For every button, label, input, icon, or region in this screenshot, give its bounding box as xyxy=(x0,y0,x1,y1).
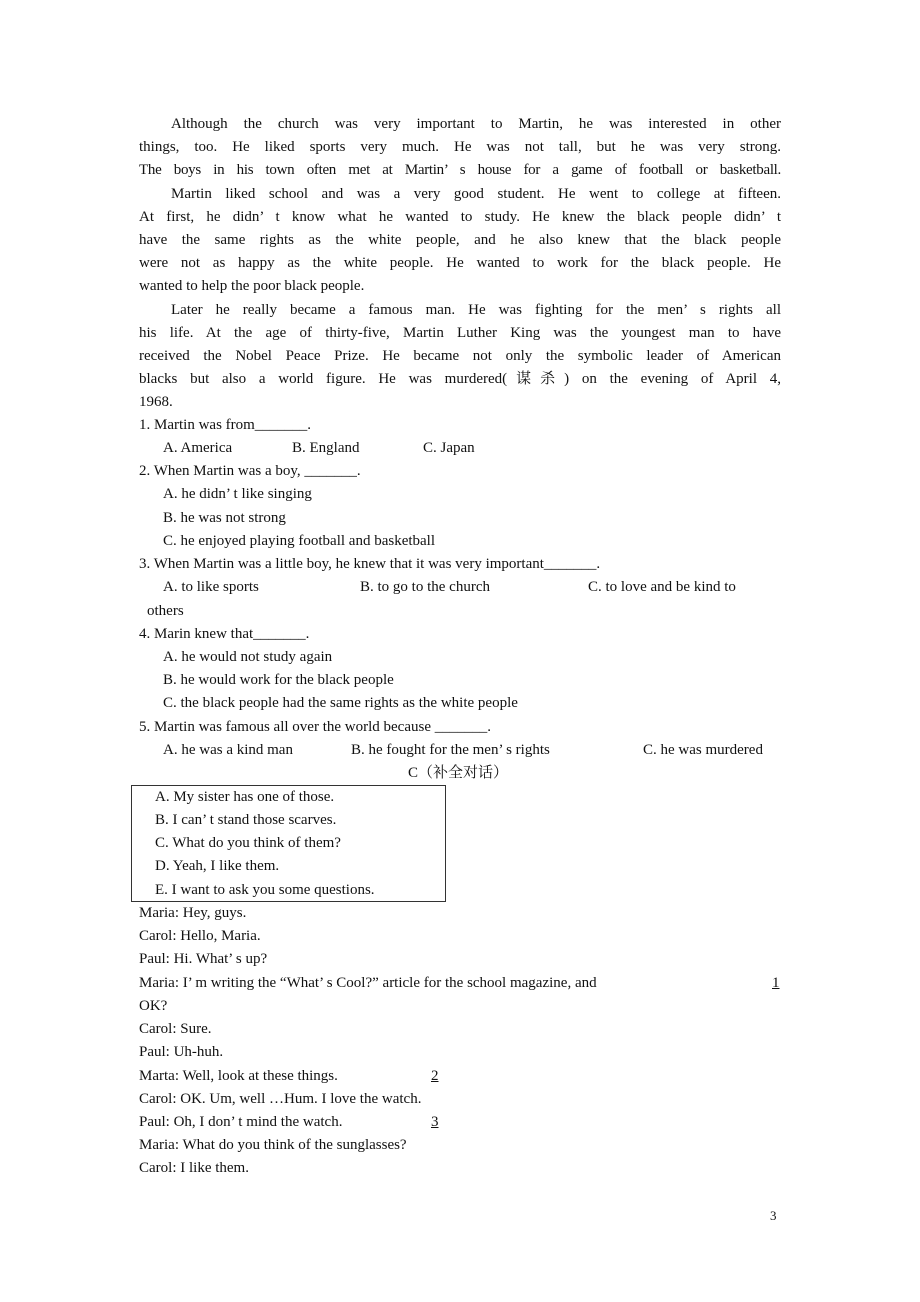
passage-line: blacks but also a world figure. He was murdered(谋杀) on the evening of April 4, xyxy=(139,371,781,387)
passage-line: have the same rights as the white people, and he also knew that the black people xyxy=(139,232,781,248)
blank-3: 3 xyxy=(431,1114,439,1130)
option: A. he didn’ t like singing xyxy=(163,486,312,502)
dialogue-line: Maria: I’ m writing the “What’ s Cool?” article for the school magazine, and xyxy=(139,975,597,991)
dialogue-line: Carol: I like them. xyxy=(139,1160,249,1176)
option: B. he fought for the men’ s rights xyxy=(351,742,550,758)
option: C. to love and be kind to xyxy=(588,579,736,595)
blank-2: 2 xyxy=(431,1068,439,1084)
passage-line: wanted to help the poor black people. xyxy=(139,278,365,294)
option: B. to go to the church xyxy=(360,579,490,595)
passage-line: Although the church was very important to Martin, he was interested in other xyxy=(171,116,781,132)
section-title: C（补全对话） xyxy=(408,765,509,781)
passage-line: things, too. He liked sports very much. He was not tall, but he was very strong. xyxy=(139,139,781,155)
page-number: 3 xyxy=(770,1208,777,1223)
box-option: B. I can’ t stand those scarves. xyxy=(155,812,337,828)
dialogue-line: OK? xyxy=(139,998,168,1014)
passage-line: Later he really became a famous man. He was fighting for the men’ s rights all xyxy=(171,302,781,318)
option: A. he would not study again xyxy=(163,649,333,665)
option: A. to like sports xyxy=(163,579,259,595)
passage-line: received the Nobel Peace Prize. He became not only the symbolic leader of American xyxy=(139,348,781,364)
option: C. he enjoyed playing football and basketball xyxy=(163,533,436,549)
option: C. the black people had the same rights as the white people xyxy=(163,695,518,711)
dialogue-line: Paul: Hi. What’ s up? xyxy=(139,951,268,967)
dialogue-line: Marta: Well, look at these things. xyxy=(139,1068,338,1084)
blank-1: 1 xyxy=(772,975,780,991)
passage-line: At first, he didn’ t know what he wanted to study. He knew the black people didn’ t xyxy=(139,209,781,225)
option: B. he would work for the black people xyxy=(163,672,394,688)
dialogue-line: Carol: OK. Um, well …Hum. I love the watch. xyxy=(139,1091,422,1107)
dialogue-line: Maria: What do you think of the sunglasses? xyxy=(139,1137,407,1153)
passage-line: 1968. xyxy=(139,394,173,410)
dialogue-line: Paul: Uh-huh. xyxy=(139,1044,224,1060)
question-5: 5. Martin was famous all over the world because _______. xyxy=(139,719,491,735)
dialogue-line: Maria: Hey, guys. xyxy=(139,905,247,921)
passage-line: The boys in his town often met at Martin’ s house for a game of football or basketball. xyxy=(139,162,781,178)
question-1: 1. Martin was from_______. xyxy=(139,417,312,433)
option: B. England xyxy=(292,440,360,456)
dialogue-line: Paul: Oh, I don’ t mind the watch. xyxy=(139,1114,343,1130)
option: C. Japan xyxy=(423,440,475,456)
dialogue-line: Carol: Hello, Maria. xyxy=(139,928,261,944)
option: A. America xyxy=(163,440,233,456)
box-option: D. Yeah, I like them. xyxy=(155,858,280,874)
question-4: 4. Marin knew that_______. xyxy=(139,626,310,642)
option: B. he was not strong xyxy=(163,510,286,526)
dialogue-line: Carol: Sure. xyxy=(139,1021,212,1037)
passage-line: his life. At the age of thirty-five, Martin Luther King was the youngest man to have xyxy=(139,325,781,341)
box-option: E. I want to ask you some questions. xyxy=(155,882,375,898)
box-option: C. What do you think of them? xyxy=(155,835,341,851)
option: C. he was murdered xyxy=(643,742,763,758)
passage-line: were not as happy as the white people. He wanted to work for the black people. He xyxy=(139,255,781,271)
option-continuation: others xyxy=(147,603,184,619)
question-3: 3. When Martin was a little boy, he knew that it was very important_______. xyxy=(139,556,601,572)
box-option: A. My sister has one of those. xyxy=(155,789,335,805)
question-2: 2. When Martin was a boy, _______. xyxy=(139,463,361,479)
passage-line: Martin liked school and was a very good student. He went to college at fifteen. xyxy=(171,186,781,202)
option: A. he was a kind man xyxy=(163,742,293,758)
